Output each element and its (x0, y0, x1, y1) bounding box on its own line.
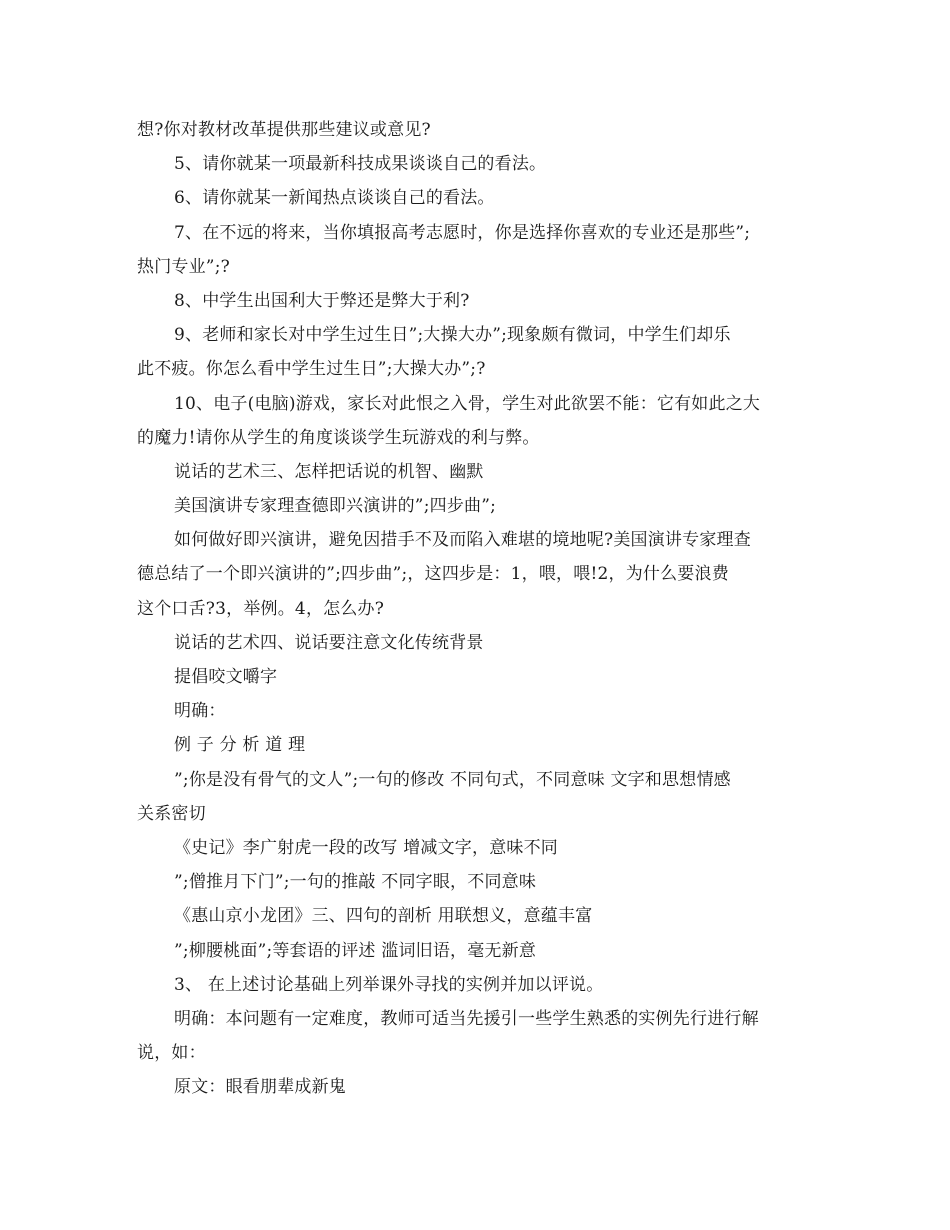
text-line: 说，如： (137, 1043, 206, 1064)
text-line: 此不疲。你怎么看中学生过生日”;大操大办”;? (137, 359, 486, 380)
text-line: 7、在不远的将来，当你填报高考志愿时，你是选择你喜欢的专业还是那些”; (174, 222, 751, 243)
text-line: 这个口舌?3，举例。4，怎么办? (137, 598, 385, 619)
text-line: 明确： (174, 701, 226, 722)
text-line: 说话的艺术三、怎样把话说的机智、幽默 (174, 461, 484, 482)
text-line: 8、中学生出国利大于弊还是弊大于利? (174, 290, 470, 311)
text-line: 想?你对教材改革提供那些建议或意见? (137, 120, 431, 140)
text-line: 9、老师和家长对中学生过生日”;大操大办”;现象颇有微词，中学生们却乐 (174, 325, 731, 346)
text-line: 例 子 分 析 道 理 (174, 735, 306, 756)
text-line: 《史记》李广射虎一段的改写 增减文字，意味不同 (174, 837, 559, 858)
text-line: ”;柳腰桃面”;等套语的评述 滥词旧语，毫无新意 (174, 940, 537, 961)
text-line: 说话的艺术四、说话要注意文化传统背景 (174, 632, 484, 653)
text-line: 明确：本问题有一定难度，教师可适当先援引一些学生熟悉的实例先行进行解 (174, 1008, 759, 1029)
text-line: 3、 在上述讨论基础上列举课外寻找的实例并加以评说。 (174, 974, 604, 995)
text-line: 5、请你就某一项最新科技成果谈谈自己的看法。 (174, 154, 547, 175)
text-line: 如何做好即兴演讲，避免因措手不及而陷入难堪的境地呢?美国演讲专家理查 (174, 530, 751, 551)
text-line: 《惠山京小龙团》三、四句的剖析 用联想义，意蕴丰富 (174, 906, 593, 927)
text-line: 关系密切 (137, 803, 206, 824)
text-line: 原文：眼看朋辈成新鬼 (174, 1077, 346, 1098)
text-line: 德总结了一个即兴演讲的”;四步曲”;，这四步是：1，喂，喂!2，为什么要浪费 (137, 564, 729, 585)
document-body (137, 113, 815, 1104)
text-line: 热门专业”;? (137, 256, 230, 277)
text-line: 10、电子(电脑)游戏，家长对此恨之入骨，学生对此欲罢不能：它有如此之大 (174, 393, 761, 414)
text-line: 美国演讲专家理查德即兴演讲的”;四步曲”; (174, 496, 497, 517)
text-line: ”;你是没有骨气的文人”;一句的修改 不同句式，不同意味 文字和思想情感 (174, 769, 731, 790)
text-line: ”;僧推月下门”;一句的推敲 不同字眼，不同意味 (174, 872, 537, 893)
text-line: 6、请你就某一新闻热点谈谈自己的看法。 (174, 188, 495, 209)
text-line: 的魔力!请你从学生的角度谈谈学生玩游戏的利与弊。 (137, 427, 540, 448)
text-line: 提倡咬文嚼字 (174, 667, 278, 687)
